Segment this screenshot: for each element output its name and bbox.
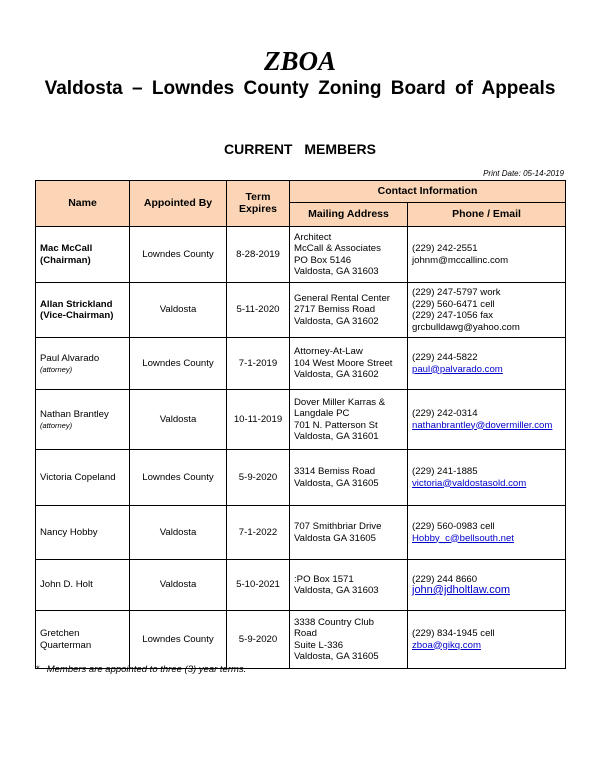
address-line: Architect: [294, 231, 332, 243]
members-table: [35, 180, 566, 669]
address-line: 2717 Bemiss Road: [294, 304, 376, 316]
contact-line: (229) 241-1885: [412, 466, 478, 477]
member-name: Quarterman: [40, 639, 92, 651]
address-line: Valdosta, GA 31601: [294, 431, 379, 442]
address-line: Valdosta, GA 31605: [294, 477, 379, 489]
term-expires-cell: 5-11-2020: [227, 283, 290, 338]
phone-email-cell: [408, 338, 566, 390]
address-line: :PO Box 1571: [294, 573, 354, 585]
phone-email-cell: [408, 506, 566, 560]
print-date: Print Date: 05-14-2019: [483, 169, 564, 178]
address-line: Valdosta, GA 31603: [294, 266, 379, 277]
term-expires-cell: 5-9-2020: [227, 611, 290, 669]
member-note: (attorney): [40, 364, 73, 374]
member-name: Victoria Copeland: [40, 471, 116, 483]
mailing-address-cell: [290, 338, 408, 390]
contact-line: (229) 242-2551: [412, 243, 478, 254]
member-name-cell: [36, 506, 130, 560]
table-row: [36, 227, 566, 283]
member-name-cell: [36, 560, 130, 611]
mailing-address-cell: [290, 390, 408, 450]
member-note: (attorney): [40, 420, 73, 430]
appointed-by-cell: Valdosta: [130, 560, 227, 611]
email-link[interactable]: Hobby_c@bellsouth.net: [412, 532, 515, 544]
phone-email-cell: [408, 560, 566, 611]
table-row: [36, 506, 566, 560]
address-line: 701 N. Patterson St: [294, 419, 378, 431]
member-name-cell: [36, 611, 130, 669]
address-line: General Rental Center: [294, 292, 390, 304]
address-line: 104 West Moore Street: [294, 357, 393, 369]
contact-line: (229) 244 8660: [412, 573, 478, 585]
address-line: Valdosta, GA 31602: [294, 369, 379, 381]
email-link[interactable]: zboa@gikq.com: [412, 639, 481, 651]
address-line: Dover Miller Karras &: [294, 396, 386, 408]
phone-email-cell: [408, 390, 566, 450]
phone-email-cell: [408, 283, 566, 338]
appointed-by-cell: Valdosta: [130, 506, 227, 560]
term-expires-cell: 7-1-2022: [227, 506, 290, 560]
contact-line: (229) 834-1945 cell: [412, 628, 495, 639]
member-name: Allan Strickland: [40, 298, 113, 310]
member-name: Nathan Brantley: [40, 409, 109, 421]
term-expires-cell: 10-11-2019: [227, 390, 290, 450]
footnote-marker: *: [36, 664, 40, 675]
member-name-cell: [36, 450, 130, 506]
appointed-by-cell: Lowndes County: [130, 338, 227, 390]
email-link[interactable]: paul@palvarado.com: [412, 363, 503, 375]
member-name: (Vice-Chairman): [40, 310, 114, 321]
address-line: PO Box 5146: [294, 254, 352, 266]
phone-email-cell: [408, 450, 566, 506]
mailing-address-cell: [290, 450, 408, 506]
table-row: [36, 560, 566, 611]
appointed-by-cell: Lowndes County: [130, 227, 227, 283]
term-expires-cell: 7-1-2019: [227, 338, 290, 390]
phone-email-cell: [408, 611, 566, 669]
address-line: Valdosta GA 31605: [294, 532, 376, 544]
header-phone-email: Phone / Email: [408, 203, 566, 227]
term-expires-cell: 8-28-2019: [227, 227, 290, 283]
document-subtitle: Valdosta – Lowndes County Zoning Board of Appeals: [44, 78, 556, 99]
address-line: 707 Smithbriar Drive: [294, 521, 382, 532]
section-title: CURRENT MEMBERS: [224, 141, 376, 157]
address-line: Valdosta, GA 31603: [294, 585, 379, 596]
contact-line: (229) 560-0983 cell: [412, 521, 495, 532]
members-table-body: [36, 227, 566, 669]
member-name: Gretchen: [40, 628, 80, 639]
table-row: [36, 450, 566, 506]
address-line: Road: [294, 628, 317, 639]
contact-line: (229) 247-5797 work: [412, 287, 501, 298]
member-name-cell: [36, 338, 130, 390]
email-link[interactable]: victoria@valdostasold.com: [412, 477, 527, 489]
table-row: [36, 390, 566, 450]
address-line: McCall & Associates: [294, 243, 381, 254]
term-expires-cell: 5-9-2020: [227, 450, 290, 506]
header-contact-information: Contact Information: [290, 181, 566, 203]
table-row: [36, 611, 566, 669]
email-link[interactable]: john@jdholtlaw.com: [412, 584, 510, 596]
mailing-address-cell: [290, 283, 408, 338]
address-line: 3338 Country Club: [294, 616, 374, 628]
table-row: [36, 283, 566, 338]
address-line: Valdosta, GA 31605: [294, 651, 379, 662]
contact-line: grcbulldawg@yahoo.com: [412, 321, 520, 333]
mailing-address-cell: [290, 506, 408, 560]
member-name-cell: [36, 390, 130, 450]
address-line: Langdale PC: [294, 408, 350, 419]
table-row: [36, 338, 566, 390]
member-name: Paul Alvarado: [40, 353, 100, 365]
header-term-expires: Term Expires: [227, 181, 290, 227]
mailing-address-cell: [290, 560, 408, 611]
contact-line: (229) 247-1056 fax: [412, 310, 494, 321]
document-title: ZBOA: [263, 46, 336, 76]
mailing-address-cell: [290, 227, 408, 283]
contact-line: (229) 244-5822: [412, 352, 478, 363]
contact-line: (229) 560-6471 cell: [412, 298, 495, 310]
phone-email-cell: [408, 227, 566, 283]
contact-line: johnm@mccallinc.com: [412, 254, 509, 266]
header-appointed-by: Appointed By: [130, 181, 227, 227]
member-name: John D. Holt: [40, 579, 93, 591]
contact-line: (229) 242-0314: [412, 408, 478, 419]
address-line: Attorney-At-Law: [294, 346, 363, 358]
member-name: Mac McCall: [40, 243, 93, 254]
footnote: [36, 664, 246, 675]
footnote-text: Members are appointed to three (3) year terms.: [46, 664, 247, 675]
member-name: Nancy Hobby: [40, 526, 98, 538]
appointed-by-cell: Valdosta: [130, 283, 227, 338]
appointed-by-cell: Lowndes County: [130, 611, 227, 669]
address-line: 3314 Bemiss Road: [294, 466, 376, 477]
address-line: Suite L-336: [294, 639, 344, 651]
appointed-by-cell: Valdosta: [130, 390, 227, 450]
member-name-cell: [36, 227, 130, 283]
mailing-address-cell: [290, 611, 408, 669]
address-line: Valdosta, GA 31602: [294, 315, 379, 327]
header-mailing-address: Mailing Address: [290, 203, 408, 227]
appointed-by-cell: Lowndes County: [130, 450, 227, 506]
email-link[interactable]: nathanbrantley@dovermiller.com: [412, 419, 553, 431]
member-name: (Chairman): [40, 254, 91, 266]
header-name: Name: [36, 181, 130, 227]
member-name-cell: [36, 283, 130, 338]
term-expires-cell: 5-10-2021: [227, 560, 290, 611]
